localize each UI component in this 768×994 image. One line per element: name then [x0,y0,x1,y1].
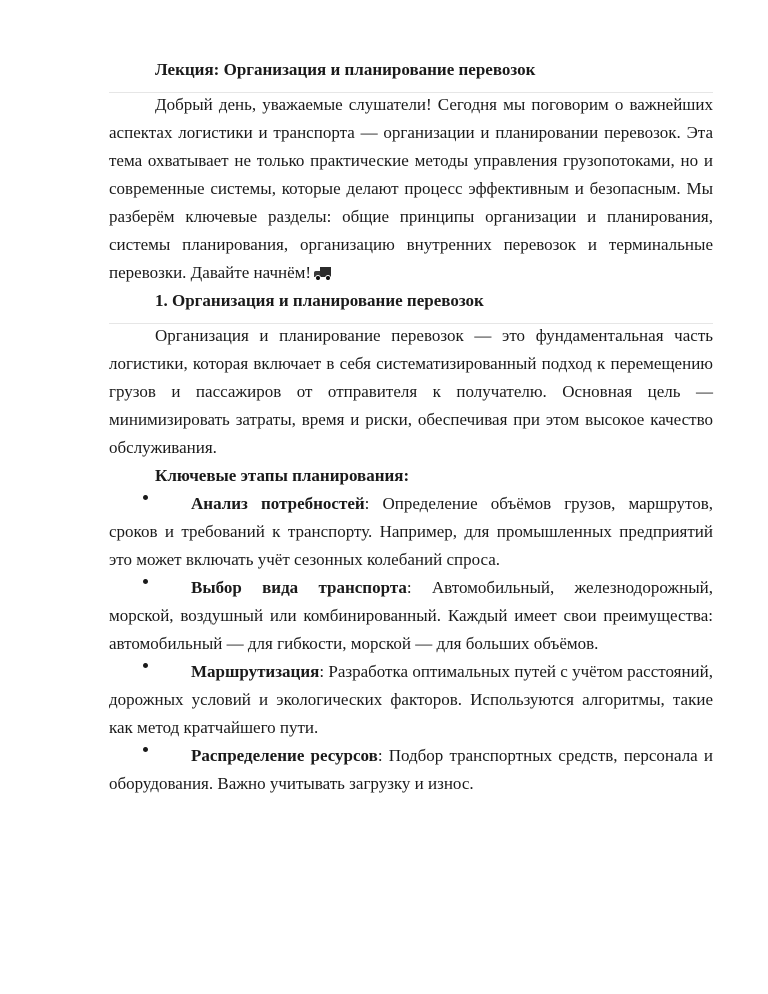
document-page [109,56,713,798]
intro-text: Добрый день, уважаемые слушатели! Сегодня мы поговорим о важнейших аспектах логистики и транспорта — организации и планировании перевозок. Эта тема охватывает не только практические методы управления грузопотоками, но и современные системы, которые делают процесс эффективным и безопасным. Мы разберём ключевые разделы: общие принципы организации и планирования, системы планирования, организацию внутренних перевозок и терминальные перевозки. Давайте начнём! [109,95,713,282]
list-item-term: Выбор вида транспорта [191,578,407,597]
list-item-text: : Разработка оптимальных путей с учётом расстояний, дорожных условий и экологических факторов. Используются алгоритмы, такие как метод кратчайшего пути. [109,662,713,737]
stages-heading: Ключевые этапы планирования: [155,466,410,485]
list-item [109,574,713,658]
section-1-heading: 1. Организация и планирование перевозок [155,291,484,310]
list-item-text: : Определение объёмов грузов, маршрутов, сроков и требований к транспорту. Например, для промышленных предприятий это может включать учёт сезонных колебаний спроса. [109,494,713,569]
list-item [109,490,713,574]
list-item-text: : Автомобильный, железнодорожный, морской, воздушный или комбинированный. Каждый имеет свои преимущества: автомобильный — для гибкости, морской — для больших объёмов. [109,578,714,653]
list-item-term: Маршрутизация [191,662,320,681]
truck-icon [314,267,332,279]
list-item [109,742,713,798]
list-item-term: Распределение ресурсов [191,746,378,765]
list-item-term: Анализ потребностей [191,494,365,513]
section-1-paragraph: Организация и планирование перевозок — это фундаментальная часть логистики, которая включает в себя систематизированный подход к перемещению грузов и пассажиров от отправителя к получателю. Основная цель — минимизировать затраты, время и риски, обеспечивая при этом высокое качество обслуживания. [109,326,713,457]
list-item-text: : Подбор транспортных средств, персонала и оборудования. Важно учитывать загрузку и износ. [109,746,713,793]
list-item [109,658,713,742]
intro-paragraph [109,91,713,287]
lecture-title: Лекция: Организация и планирование перевозок [155,60,536,79]
